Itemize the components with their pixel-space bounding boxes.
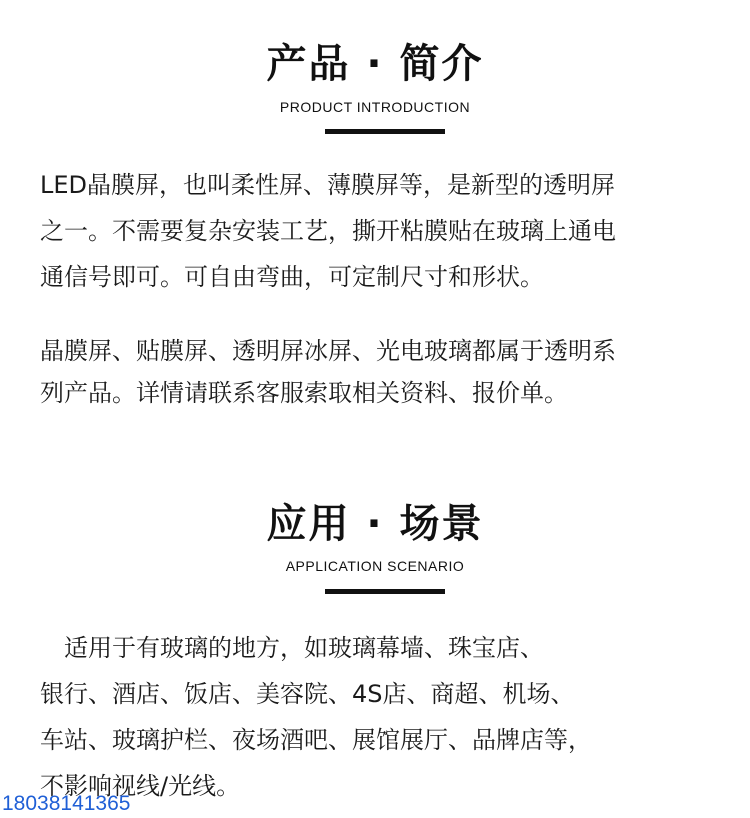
application-divider <box>325 589 445 594</box>
paragraph-line: 银行、酒店、饭店、美容院、4S店、商超、机场、 <box>40 680 575 708</box>
application-title: 应用 · 场景 <box>266 501 484 547</box>
product-intro-divider <box>325 129 445 134</box>
product-intro-subtitle: PRODUCT INTRODUCTION <box>279 99 471 115</box>
paragraph-line: 车站、玻璃护栏、夜场酒吧、展馆展厅、品牌店等， <box>40 726 592 754</box>
paragraph-line: 不影响视线/光线。 <box>40 772 241 800</box>
product-intro-paragraph-1 <box>40 162 730 300</box>
product-intro-title: 产品 · 简介 <box>266 41 484 87</box>
phone-number-watermark: 18038141365 <box>2 792 131 815</box>
paragraph-line: 晶膜屏、贴膜屏、透明屏冰屏、光电玻璃都属于透明系 <box>40 337 616 365</box>
paragraph-line: 适用于有玻璃的地方，如玻璃幕墙、珠宝店、 <box>40 634 544 662</box>
paragraph-line: 列产品。详情请联系客服索取相关资料、报价单。 <box>40 379 568 407</box>
paragraph-line: 通信号即可。可自由弯曲，可定制尺寸和形状。 <box>40 263 544 291</box>
paragraph-line: 之一。不需要复杂安装工艺，撕开粘膜贴在玻璃上通电 <box>40 217 616 245</box>
product-intro-paragraph-2 <box>40 330 730 414</box>
application-paragraph <box>40 625 730 809</box>
paragraph-line: LED晶膜屏，也叫柔性屏、薄膜屏等，是新型的透明屏 <box>40 171 616 199</box>
application-subtitle: APPLICATION SCENARIO <box>285 558 465 574</box>
